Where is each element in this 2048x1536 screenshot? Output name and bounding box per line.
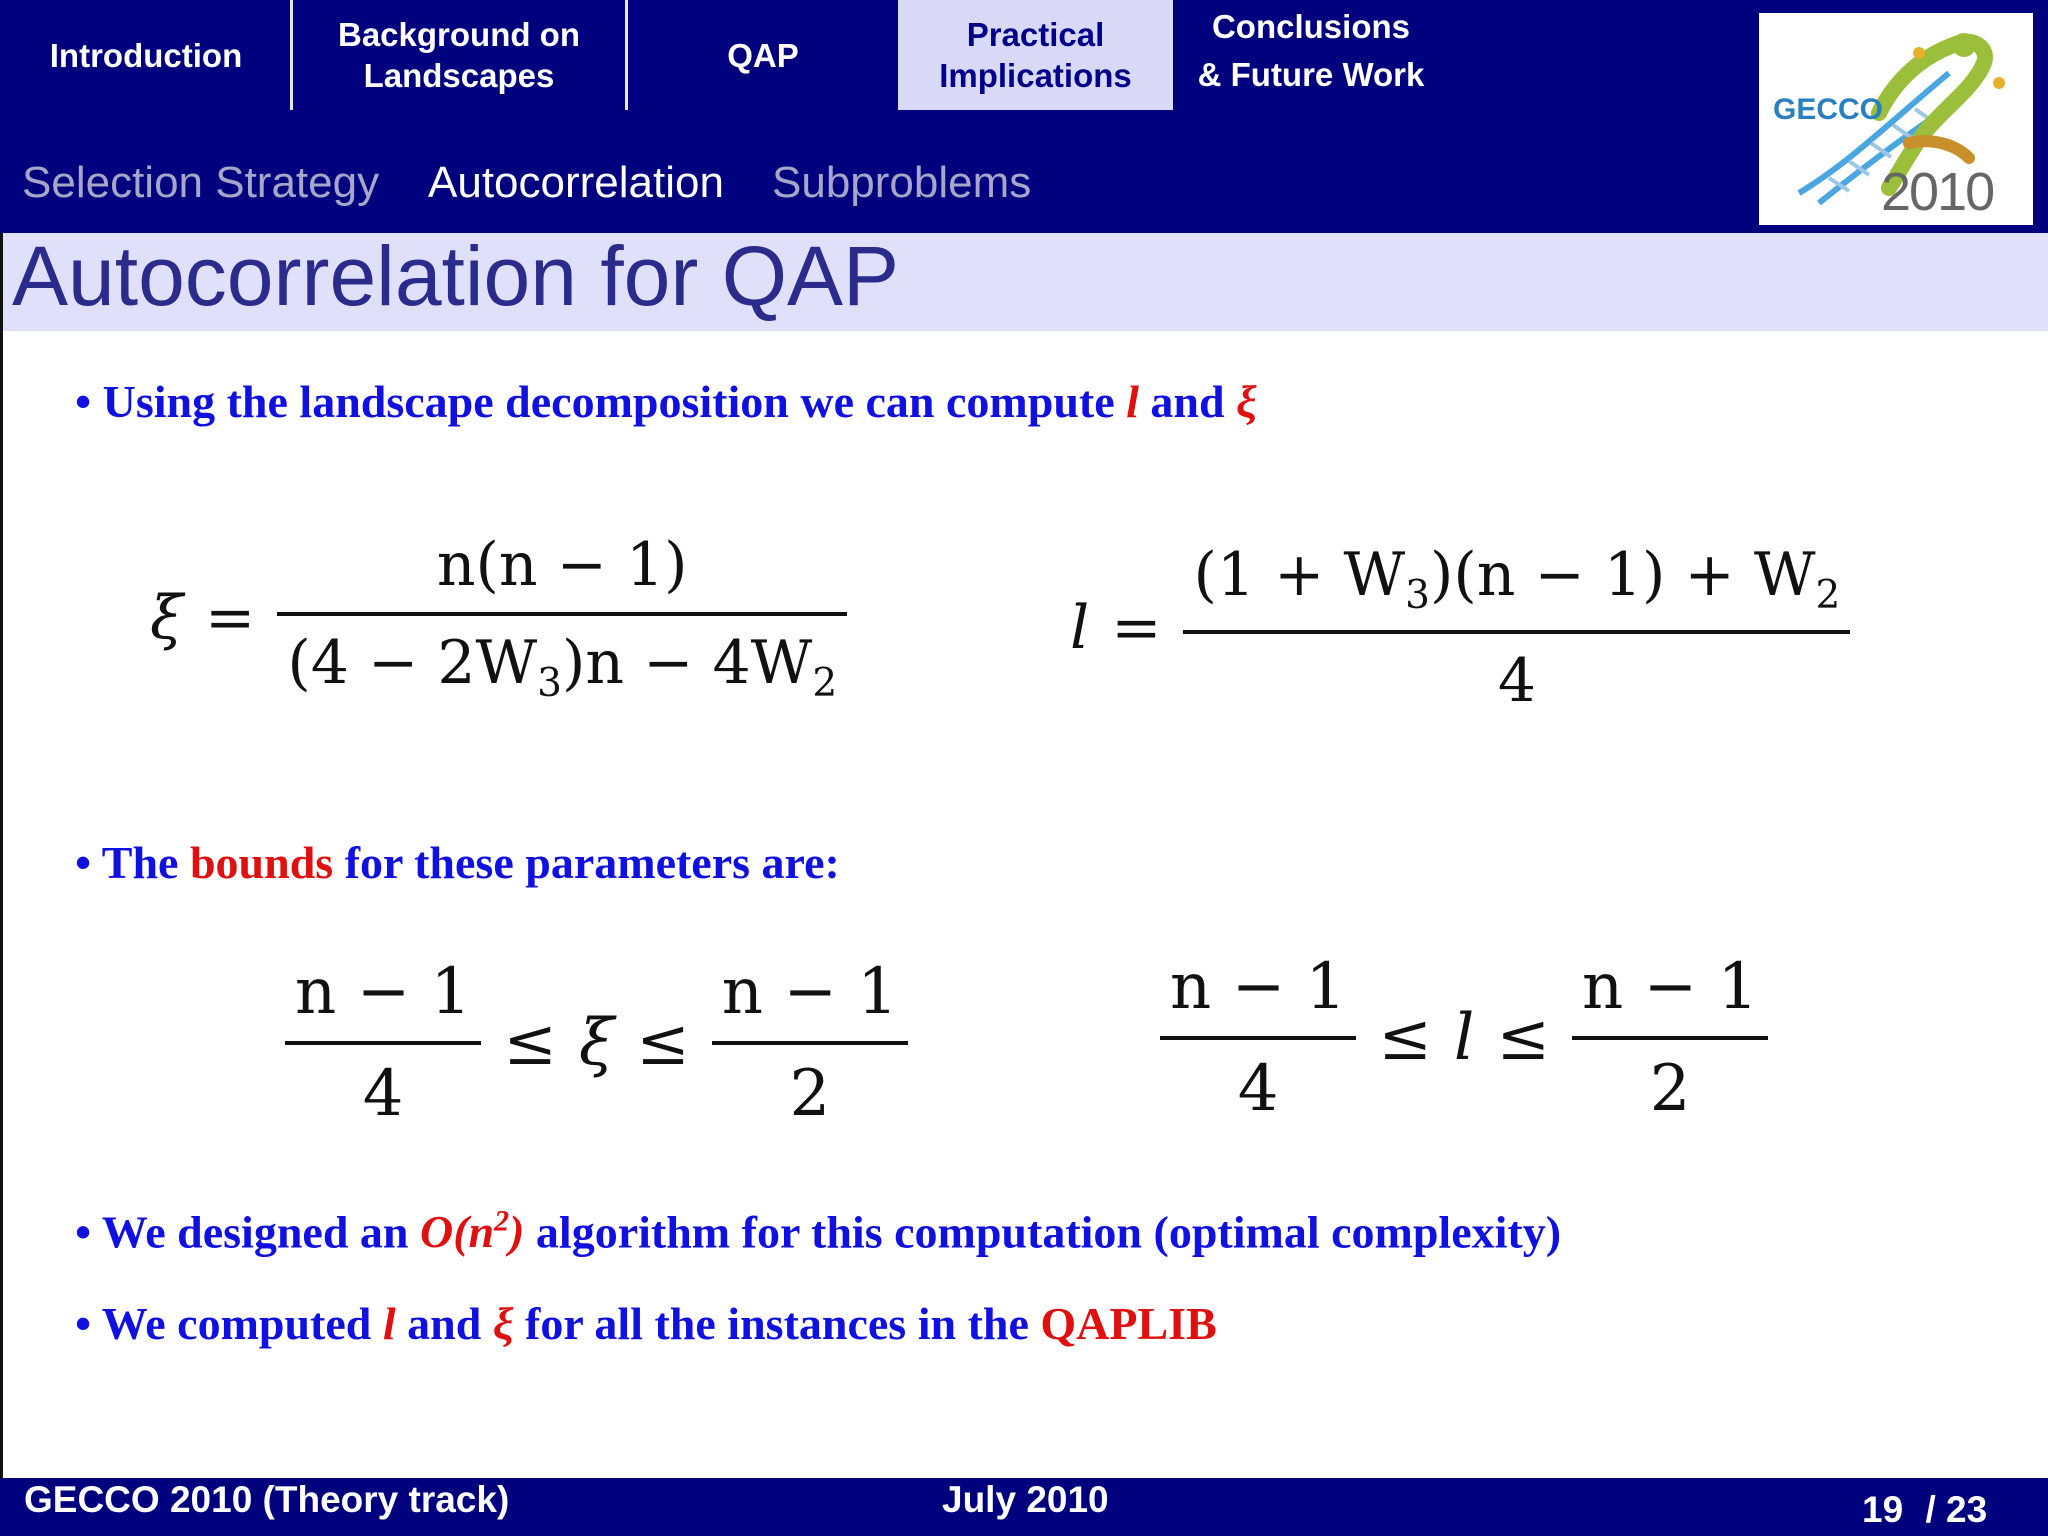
tab-background-on-landscapes[interactable] <box>293 0 625 110</box>
subsection-selection-strategy[interactable]: Selection Strategy <box>22 158 380 207</box>
bound-low <box>285 955 481 1131</box>
qaplib-highlight: QAPLIB <box>1040 1298 1217 1349</box>
bullet-text: for all the instances in the <box>525 1298 1029 1349</box>
fraction-bar <box>1572 1036 1768 1040</box>
fraction-denominator: 4 <box>362 1057 404 1131</box>
bullet-text: algorithm for this computation (optimal complexity) <box>535 1206 1562 1258</box>
fraction-numerator: n − 1 <box>1170 950 1347 1024</box>
fraction-denominator: 2 <box>1649 1052 1691 1126</box>
tab-label: QAP <box>727 36 799 74</box>
gecco-2010-logo <box>1759 13 2033 225</box>
current-page: 19 <box>1862 1489 1904 1530</box>
formula-fraction <box>277 530 847 706</box>
formula-lhs: ξ <box>150 583 184 653</box>
tab-label: Practical Implications <box>939 16 1132 94</box>
logo-year-text: 2010 <box>1881 162 1994 222</box>
bullet-dot: • <box>75 837 92 888</box>
big-o-close: ) <box>509 1206 525 1258</box>
subsection-subproblems[interactable]: Subproblems <box>772 158 1032 207</box>
leq-sign: ≤ <box>503 1006 557 1080</box>
bullet-landscape-decomposition <box>75 375 1257 428</box>
tab-introduction[interactable] <box>0 0 292 110</box>
bullet-text: for these parameters are: <box>344 837 840 888</box>
subscript: 2 <box>812 661 838 706</box>
bullet-qaplib-instances <box>75 1297 1217 1350</box>
bullet-dot: • <box>75 1298 92 1349</box>
tab-qap[interactable] <box>628 0 898 110</box>
formula-l <box>1070 540 1850 716</box>
big-o-notation <box>420 1206 524 1257</box>
fraction-bar <box>277 612 847 616</box>
total-pages: 23 <box>1946 1489 1988 1530</box>
leq-sign: ≤ <box>1378 1001 1432 1075</box>
fraction-numerator: n − 1 <box>1581 950 1759 1024</box>
fraction-denominator: 2 <box>789 1057 831 1131</box>
bullet-dot: • <box>75 376 92 427</box>
bullet-text: and <box>407 1298 482 1349</box>
fraction-numerator: n(n − 1) <box>436 530 688 600</box>
fraction-denominator: 4 <box>1237 1052 1279 1126</box>
fraction-numerator: n − 1 <box>721 955 898 1029</box>
tab-conclusions-future-work[interactable] <box>1173 0 1449 106</box>
bullet-highlight: bounds <box>189 837 334 888</box>
symbol-xi: ξ <box>1236 376 1257 427</box>
bullet-dot: • <box>75 1206 92 1258</box>
logo-gecco-text: GECCO <box>1773 93 1884 126</box>
superscript: 2 <box>494 1205 510 1238</box>
subsection-autocorrelation[interactable]: Autocorrelation <box>428 158 724 207</box>
symbol-l: l <box>382 1298 396 1349</box>
footer-date: July 2010 <box>942 1479 1109 1520</box>
fraction-bar <box>285 1041 481 1045</box>
subscript: 3 <box>537 661 562 706</box>
leq-sign: ≤ <box>1496 1001 1550 1075</box>
big-o-base: O(n <box>420 1206 495 1258</box>
den-part: )n − 4W <box>562 628 813 698</box>
fraction-numerator <box>1183 540 1850 618</box>
bound-high <box>712 955 908 1131</box>
tab-label: Conclusions & Future Work <box>1197 8 1425 93</box>
formula-fraction <box>1183 540 1850 716</box>
fraction-bar <box>1183 630 1850 634</box>
formula-xi-bounds <box>285 955 908 1131</box>
footer-conference: GECCO 2010 (Theory track) <box>24 1479 510 1520</box>
formula-lhs: l <box>1070 593 1090 663</box>
tab-practical-implications[interactable] <box>898 0 1173 110</box>
bullet-text: We computed <box>101 1298 372 1349</box>
bound-low <box>1160 950 1356 1126</box>
footer-page-number <box>1862 1489 1987 1531</box>
fraction-bar <box>1160 1036 1356 1040</box>
bound-variable: ξ <box>578 1006 615 1080</box>
slide-left-border <box>0 233 3 1478</box>
tab-label: Introduction <box>49 36 243 74</box>
num-part: (1 + W <box>1193 540 1406 610</box>
tab-label: Background on Landscapes <box>337 16 580 94</box>
fraction-denominator: 4 <box>1497 646 1537 716</box>
bullet-text: and <box>1150 376 1225 427</box>
symbol-l: l <box>1126 376 1139 427</box>
fraction-bar <box>712 1041 908 1045</box>
bound-variable: l <box>1453 1001 1475 1075</box>
leq-sign: ≤ <box>636 1006 690 1080</box>
bullet-text: We designed an <box>101 1206 409 1258</box>
fraction-numerator: n − 1 <box>295 955 472 1029</box>
page-separator: / <box>1925 1489 1936 1530</box>
bullet-text: Using the landscape decomposition we can compute <box>102 376 1115 427</box>
bullet-algorithm-complexity <box>75 1205 1561 1258</box>
formula-equals: = <box>1111 593 1162 663</box>
fraction-denominator <box>277 628 847 706</box>
formula-equals: = <box>205 583 256 653</box>
bullet-text: The <box>101 837 179 888</box>
slide-title: Autocorrelation for QAP <box>12 229 900 323</box>
den-part: (4 − 2W <box>287 628 538 698</box>
bullet-bounds <box>75 836 840 889</box>
subscript: 3 <box>1405 573 1430 618</box>
formula-xi <box>150 530 847 706</box>
formula-l-bounds <box>1160 950 1768 1126</box>
bound-high <box>1572 950 1768 1126</box>
symbol-xi: ξ <box>492 1298 514 1349</box>
num-part: )(n − 1) + W <box>1429 540 1816 610</box>
subscript: 2 <box>1815 573 1841 618</box>
